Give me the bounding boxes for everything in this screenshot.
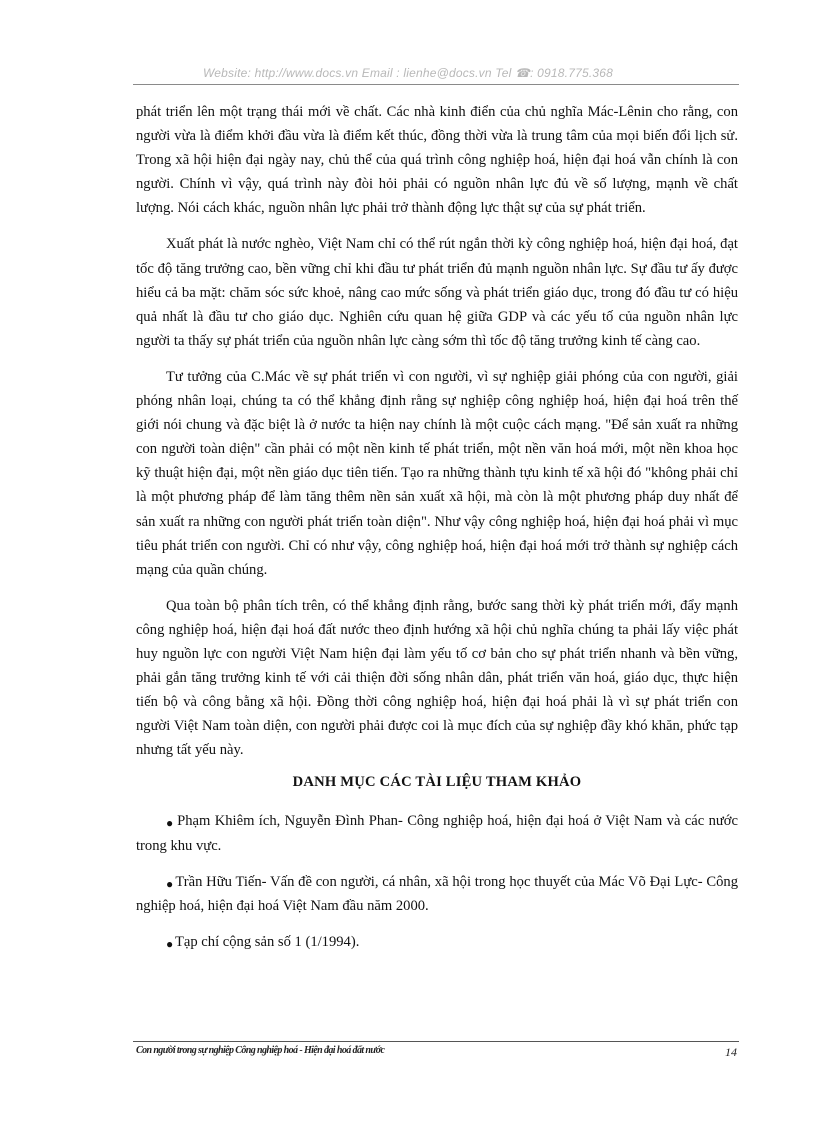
paragraph-2: Xuất phát là nước nghèo, Việt Nam chỉ có thể rút ngắn thời kỳ công nghiệp hoá, hiện đại hoá, đạt tốc độ tăng trưởng cao, bền vững chỉ khi đầu tư phát triển đủ mạnh nguồn nhân lực. Sự đầu tư ấy được hiểu cả ba mặt: chăm sóc sức khoẻ, nâng cao mức sống và phát triển giáo dục, trong đó đầu tư có hiệu quả nhất là đầu tư cho giáo dục. Nghiên cứu quan hệ giữa GDP và các yếu tố của nguồn nhân lực người ta thấy sự phát triển của nguồn nhân lực càng sớm thì tốc độ tăng trưởng kinh tế càng cao. xyxy=(136,236,738,349)
page-body xyxy=(136,100,738,966)
paragraph-1: phát triển lên một trạng thái mới về chất. Các nhà kinh điển của chủ nghĩa Mác-Lênin cho rằng, con người vừa là điểm khởi đầu vừa là điểm kết thúc, đồng thời vừa là trung tâm của mọi biến đổi lịch sử. Trong xã hội hiện đại ngày nay, chủ thể của quá trình công nghiệp hoá, hiện đại hoá vẫn chính là con người. Chính vì vậy, quá trình này đòi hỏi phải có nguồn nhân lực đủ về số lượng, mạnh về chất lượng. Nói cách khác, nguồn nhân lực phải trở thành động lực thật sự của sự phát triển. xyxy=(136,104,738,217)
footer-title: Con người trong sự nghiệp Công nghiệp hoá - Hiện đại hoá đất nước xyxy=(136,1045,385,1056)
page-number: 14 xyxy=(725,1045,737,1059)
reference-text: Trần Hữu Tiến- Vấn đề con người, cá nhân, xã hội trong học thuyết của Mác Võ Đại Lực- Công nghiệp hoá, hiện đại hoá Việt Nam đầu năm 2000. xyxy=(136,873,739,914)
reference-item xyxy=(136,870,738,918)
bullet-icon: ● xyxy=(166,876,174,891)
reference-text: Tạp chí cộng sản số 1 (1/1994). xyxy=(174,933,360,950)
bullet-icon: ● xyxy=(166,936,174,951)
paragraph-3: Tư tưởng của C.Mác về sự phát triển vì con người, vì sự nghiệp giải phóng của con người, giải phóng nhân loại, chúng ta có thể khẳng định rằng sự nghiệp công nghiệp hoá, hiện đại hoá trên thế giới nói chung và đặc biệt là ở nước ta hiện nay chính là một cuộc cách mạng. "Để sản xuất ra những con người toàn diện" cần phải có một nền kinh tế phát triển, một nền văn hoá mới, một nền khoa học kỹ thuật hiện đại, một nền giáo dục tiên tiến. Tạo ra những thành tựu kinh tế xã hội đó "không phải chỉ là một phương pháp để làm tăng thêm nền sản xuất xã hội, mà còn là một phương pháp duy nhất để sản xuất ra những con người phát triển toàn diện". Như vậy công nghiệp hoá, hiện đại hoá phải vì mục tiêu phát triển con người. Chỉ có như vậy, công nghiệp hoá, hiện đại hoá mới trở thành sự nghiệp cách mạng của quần chúng. xyxy=(136,368,738,578)
reference-item xyxy=(136,930,738,954)
page-header: Website: http://www.docs.vn Email : lienhe@docs.vn Tel ☎: 0918.775.368 xyxy=(202,66,613,80)
header-divider xyxy=(133,84,739,85)
references-title: DANH MỤC CÁC TÀI LIỆU THAM KHẢO xyxy=(292,774,582,791)
reference-text: Phạm Khiêm ích, Nguyễn Đình Phan- Công nghiệp hoá, hiện đại hoá ở Việt Nam và các nước trong khu vực. xyxy=(136,813,738,854)
footer-divider xyxy=(133,1041,739,1042)
paragraph-4: Qua toàn bộ phân tích trên, có thể khẳng định rằng, bước sang thời kỳ phát triển mới, đẩy mạnh công nghiệp hoá, hiện đại hoá đất nước theo định hướng xã hội chủ nghĩa chúng ta phải lấy việc phát huy nguồn lực con người Việt Nam hiện đại làm yếu tố cơ bản cho sự phát triển nhanh và bền vững, phải gắn tăng trưởng kinh tế với cải thiện đời sống nhân dân, phát triển văn hoá, giáo dục, thực hiện tiến bộ và công bằng xã hội. Đồng thời công nghiệp hoá, hiện đại hoá phải là vì sự phát triển con người Việt Nam toàn diện, con người phải được coi là mục đích của sự nghiệp đầy khó khăn, phức tạp nhưng tất yếu này. xyxy=(136,597,738,759)
reference-item xyxy=(136,809,738,857)
bullet-icon: ● xyxy=(166,816,174,831)
